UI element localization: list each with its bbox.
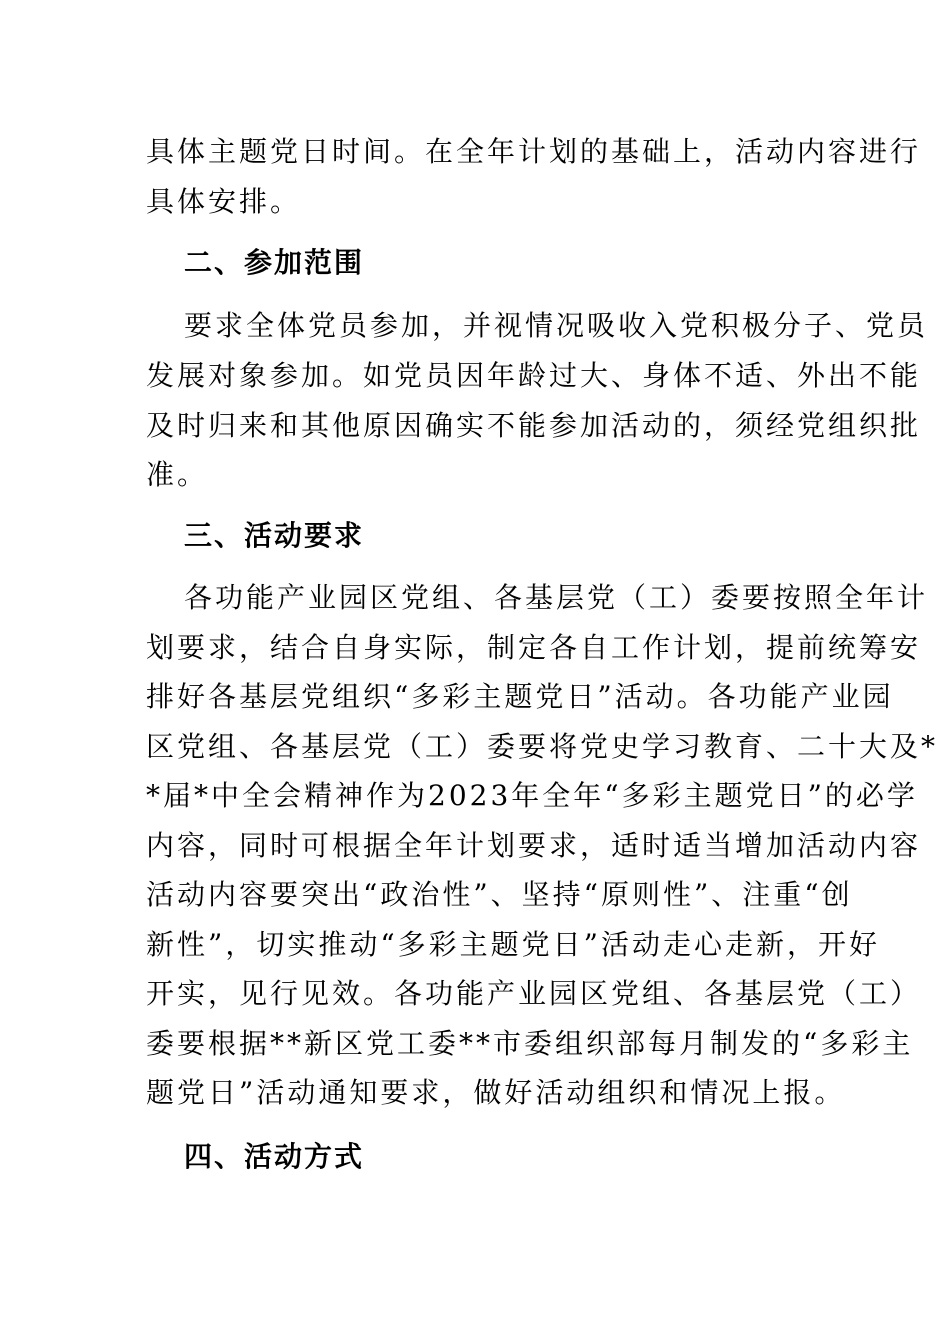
body-text-line: *届*中全会精神作为2023年全年“多彩主题党日”的必学 xyxy=(146,779,918,812)
section-heading: 三、活动要求 xyxy=(184,519,365,552)
section-heading: 四、活动方式 xyxy=(184,1140,365,1173)
body-text-line: 及时归来和其他原因确实不能参加活动的，须经党组织批 xyxy=(146,409,922,442)
body-text-line: 内容，同时可根据全年计划要求，适时适当增加活动内容 xyxy=(146,829,922,862)
body-text-line: 开实，见行见效。各功能产业园区党组、各基层党（工） xyxy=(146,977,922,1010)
body-text-line: 发展对象参加。如党员因年龄过大、身体不适、外出不能 xyxy=(146,359,922,392)
section-heading: 二、参加范围 xyxy=(184,246,365,279)
body-text-line: 具体安排。 xyxy=(146,185,302,218)
body-text-line: 具体主题党日时间。在全年计划的基础上，活动内容进行 xyxy=(146,135,922,168)
body-text-line: 活动内容要突出“政治性”、坚持“原则性”、注重“创 xyxy=(146,878,853,911)
body-text-line: 准。 xyxy=(146,458,209,491)
body-text-line: 要求全体党员参加，并视情况吸收入党积极分子、党员 xyxy=(184,309,929,342)
body-text-line: 委要根据**新区党工委**市委组织部每月制发的“多彩主 xyxy=(146,1027,914,1060)
body-text-line: 划要求，结合自身实际，制定各自工作计划，提前统筹安 xyxy=(146,631,922,664)
body-text-line: 区党组、各基层党（工）委要将党史学习教育、二十大及* xyxy=(146,730,939,763)
body-text-line: 排好各基层党组织“多彩主题党日”活动。各功能产业园 xyxy=(146,680,894,713)
body-text-line: 新性”，切实推动“多彩主题党日”活动走心走新，开好 xyxy=(146,928,880,961)
body-text-line: 题党日”活动通知要求，做好活动组织和情况上报。 xyxy=(146,1076,846,1109)
body-text-line: 各功能产业园区党组、各基层党（工）委要按照全年计 xyxy=(184,581,929,614)
